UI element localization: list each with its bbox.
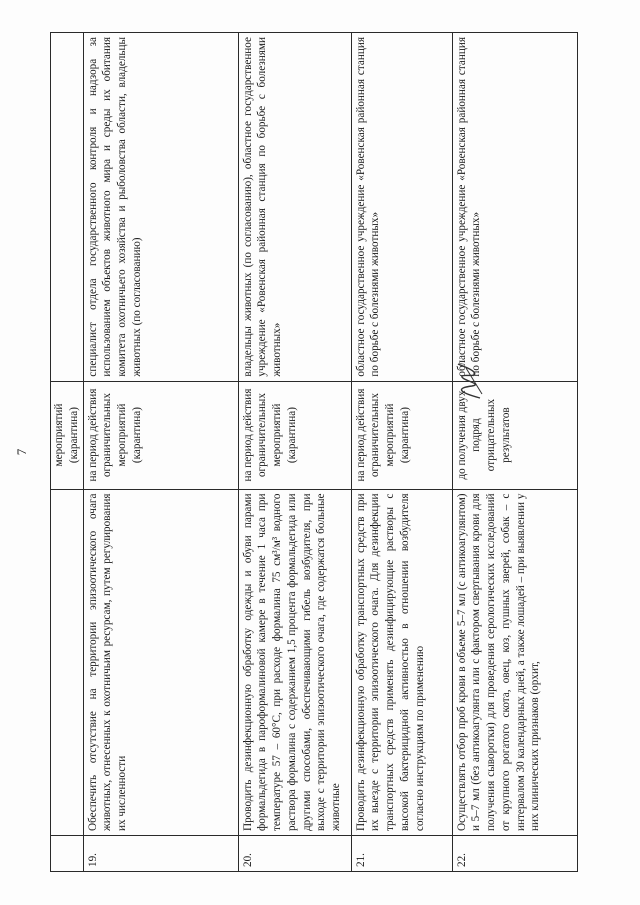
- measures-table: [50, 32, 578, 872]
- activity-cell: Обеспечить отсутствие на территории эпизоотического очага животных, отнесенных к охотничьим ресурсам, путем регулирования их численности: [83, 489, 238, 835]
- responsible-cell: специалист отдела государственного контроля и надзора за использованием объектов животного мира и среды их обитания комитета охотничьего хозяйства и рыболовства области, владельцы животных (по согласованию): [83, 33, 238, 382]
- table-row: [452, 33, 577, 872]
- rotated-content: [14, 32, 610, 872]
- row-number: 19.: [83, 836, 238, 872]
- responsible-cell: [51, 33, 84, 382]
- row-number: 21.: [351, 836, 452, 872]
- page-number: 7: [14, 448, 29, 456]
- term-cell: до получения двух подряд отрицательных результатов: [452, 381, 577, 489]
- table-row: [238, 33, 351, 872]
- responsible-cell: владельцы животных (по согласованию), областное государственное учреждение «Ровенская районная станция по борьбе с болезнями животных»: [238, 33, 351, 382]
- responsible-cell: областное государственное учреждение «Ровенская районная станция по борьбе с болезнями животных»: [351, 33, 452, 382]
- table-row: [83, 33, 238, 872]
- activity-cell: Проводить дезинфекционную обработку одежды и обуви парами формальдегида в пароформалиновой камере в течение 1 часа при температуре 57 – 60°С, при расходе формалина 75 см³/м³ водного раствора формалина с содержанием 1,5 процента формальдегида или другими способами, обеспечивающими гибель возбудителя, при выходе с территории эпизоотического очага, где содержатся больные животные: [238, 489, 351, 835]
- row-number: 22.: [452, 836, 577, 872]
- responsible-cell: областное государственное учреждение «Ровенская районная станция по борьбе с болезнями животных»: [452, 33, 577, 382]
- row-number: 20.: [238, 836, 351, 872]
- activity-cell: [51, 489, 84, 835]
- table-row: [351, 33, 452, 872]
- handwritten-signature: [452, 362, 488, 402]
- activity-cell: Осуществлять отбор проб крови в объеме 5–7 мл (с антикоагулянтом) и 5–7 мл (без антикоагулянта или с фактором свертывания крови для получения сыворотки) для проведения серологических исследований от крупного рогатого скота, овец, коз, пушных зверей, собак – с интервалом 30 календарных дней, а также лошадей – при выявлении у них клинических признаков (орхит,: [452, 489, 577, 835]
- term-cell: мероприятий (карантина): [51, 381, 84, 489]
- term-cell: на период действия ограничительных мероприятий (карантина): [238, 381, 351, 489]
- row-number: [51, 836, 84, 872]
- activity-cell: Проводить дезинфекционную обработку транспортных средств при их выезде с территории эпизоотического очага. Для дезинфекции транспортных средств применять дезинфицирующие растворы с высокой бактерицидной активностью в отношении возбудителя согласно инструкциям по применению: [351, 489, 452, 835]
- term-cell: на период действия ограничительных мероприятий (карантина): [83, 381, 238, 489]
- table-row: [51, 33, 84, 872]
- term-cell: на период действия ограничительных мероприятий (карантина): [351, 381, 452, 489]
